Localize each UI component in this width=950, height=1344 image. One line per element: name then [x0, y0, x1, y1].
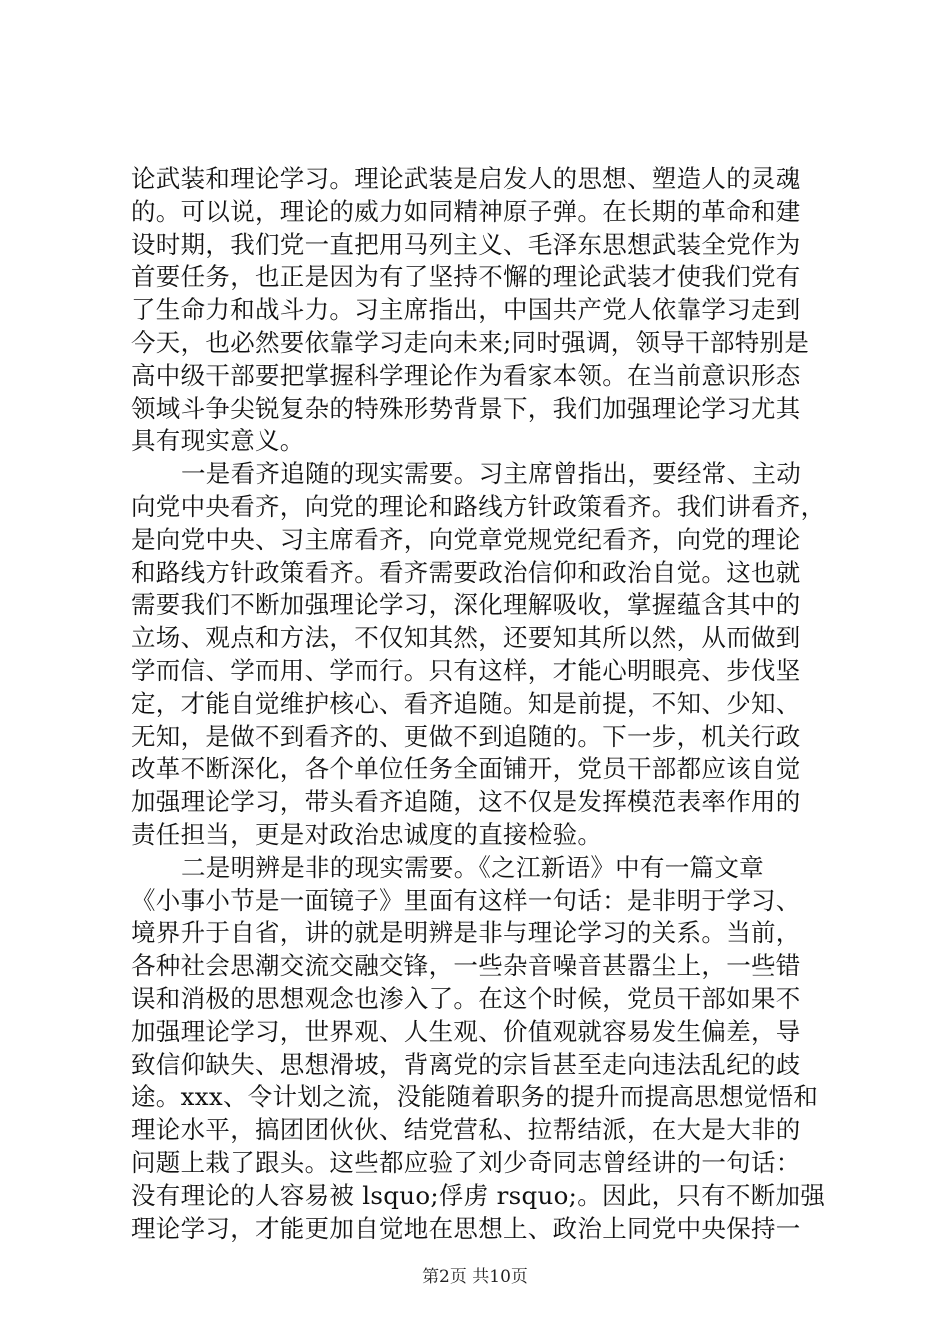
- text-line: 学而信、学而用、学而行。只有这样，才能心明眼亮、步伐坚: [131, 655, 801, 685]
- text-line: 没有理论的人容易被 lsquo;俘虏 rsquo;。因此，只有不断加强: [131, 1180, 826, 1210]
- text-line: 无知，是做不到看齐的、更做不到追随的。下一步，机关行政: [131, 721, 801, 751]
- text-line: 误和消极的思想观念也渗入了。在这个时候，党员干部如果不: [131, 983, 801, 1013]
- text-line: 立场、观点和方法，不仅知其然，还要知其所以然，从而做到: [131, 623, 801, 653]
- paragraph: [131, 458, 831, 852]
- text-line: 一是看齐追随的现实需要。习主席曾指出，要经常、主动: [181, 459, 801, 489]
- text-line: 的。可以说，理论的威力如同精神原子弹。在长期的革命和建: [131, 196, 801, 226]
- text-line: 和路线方针政策看齐。看齐需要政治信仰和政治自觉。这也就: [131, 557, 801, 587]
- text-line: 加强理论学习，带头看齐追随，这不仅是发挥模范表率作用的: [131, 787, 801, 817]
- text-line: 问题上栽了跟头。这些都应验了刘少奇同志曾经讲的一句话：: [131, 1147, 801, 1177]
- text-line: 是向党中央、习主席看齐，向党章党规党纪看齐，向党的理论: [131, 524, 801, 554]
- page-number: 第2页 共10页: [422, 1267, 528, 1287]
- text-line: 改革不断深化，各个单位任务全面铺开，党员干部都应该自觉: [131, 754, 801, 784]
- text-line: 二是明辨是非的现实需要。《之江新语》中有一篇文章: [181, 852, 764, 882]
- text-line: 高中级干部要把掌握科学理论作为看家本领。在当前意识形态: [131, 360, 801, 390]
- text-line: 需要我们不断加强理论学习，深化理解吸收，掌握蕴含其中的: [131, 590, 801, 620]
- text-line: 各种社会思潮交流交融交锋，一些杂音噪音甚嚣尘上，一些错: [131, 951, 801, 981]
- text-line: 向党中央看齐，向党的理论和路线方针政策看齐。我们讲看齐，: [131, 491, 826, 521]
- paragraph: [131, 852, 831, 1246]
- text-line: 今天，也必然要依靠学习走向未来;同时强调，领导干部特别是: [131, 327, 810, 357]
- text-line: 加强理论学习，世界观、人生观、价值观就容易发生偏差，导: [131, 1016, 801, 1046]
- text-line: 设时期，我们党一直把用马列主义、毛泽东思想武装全党作为: [131, 229, 801, 259]
- text-line: 具有现实意义。: [131, 426, 305, 456]
- text-line: 致信仰缺失、思想滑坡，背离党的宗旨甚至走向违法乱纪的歧: [131, 1049, 801, 1079]
- text-line: 理论学习，才能更加自觉地在思想上、政治上同党中央保持一: [131, 1213, 801, 1243]
- paragraph: [131, 163, 831, 458]
- text-line: 了生命力和战斗力。习主席指出，中国共产党人依靠学习走到: [131, 295, 801, 325]
- text-line: 责任担当，更是对政治忠诚度的直接检验。: [131, 819, 603, 849]
- text-line: 理论水平，搞团团伙伙、结党营私、拉帮结派，在大是大非的: [131, 1115, 801, 1145]
- text-line: 领域斗争尖锐复杂的特殊形势背景下，我们加强理论学习尤其: [131, 393, 801, 423]
- text-line: 《小事小节是一面镜子》里面有这样一句话：是非明于学习、: [131, 885, 801, 915]
- text-line: 境界升于自省，讲的就是明辨是非与理论学习的关系。当前，: [131, 918, 801, 948]
- text-line: 首要任务，也正是因为有了坚持不懈的理论武装才使我们党有: [131, 262, 801, 292]
- text-line: 论武装和理论学习。理论武装是启发人的思想、塑造人的灵魂: [131, 164, 801, 193]
- document-body: [131, 163, 831, 1245]
- text-line: 途。xxx、令计划之流，没能随着职务的提升而提高思想觉悟和: [131, 1082, 819, 1112]
- text-line: 定，才能自觉维护核心、看齐追随。知是前提，不知、少知、: [131, 688, 801, 718]
